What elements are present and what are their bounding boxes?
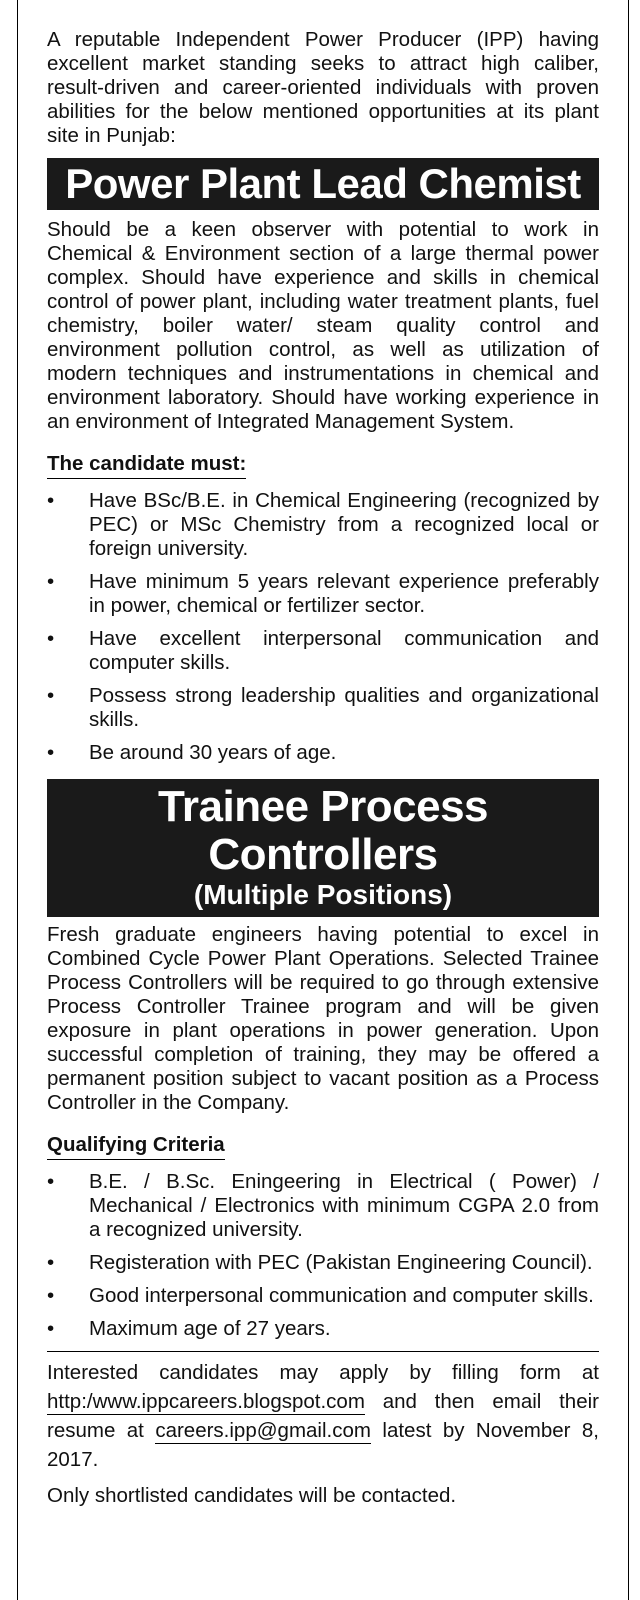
bullet: • <box>47 684 55 707</box>
bullet: • <box>47 489 55 512</box>
bullet: • <box>47 627 55 650</box>
bullet: • <box>47 1284 55 1307</box>
job2-requirements-heading: Qualifying Criteria <box>47 1133 225 1160</box>
bullet: • <box>47 1317 55 1340</box>
intro-paragraph: A reputable Independent Power Producer (IPP) having excellent market standing seeks to attract high caliber, result-driven and career-oriented individuals with proven abilities for the below mentioned opportunities at its plant site in Punjab: <box>47 28 599 147</box>
careers-url-link[interactable]: http:/www.ippcareers.blogspot.com <box>47 1390 365 1413</box>
list-item: • Be around 30 years of age. <box>47 741 337 764</box>
job1-title: Power Plant Lead Chemist <box>65 160 581 207</box>
list-item: • Have excellent interpersonal communication and computer skills. <box>47 627 599 674</box>
bullet: • <box>47 1251 55 1274</box>
job1-requirements-list <box>47 489 599 765</box>
job2-title: Trainee Process Controllers <box>157 782 489 879</box>
job2-subtitle: (Multiple Positions) <box>193 879 453 910</box>
list-item: • Registeration with PEC (Pakistan Engineering Council). <box>47 1251 593 1274</box>
bullet: • <box>47 741 55 764</box>
list-item: • Have BSc/B.E. in Chemical Engineering (recognized by PEC) or MSc Chemistry from a recognized local or foreign university. <box>47 489 599 560</box>
bullet: • <box>47 1170 55 1193</box>
bullet: • <box>47 570 55 593</box>
apply-instructions: Interested candidates may apply by filling form at http:/www.ippcareers.blogspot.com and then email their resume at careers.ipp@gmail.com latest by November 8, 2017. <box>47 1351 599 1474</box>
email-link[interactable]: careers.ipp@gmail.com <box>155 1419 371 1442</box>
list-item: • Good interpersonal communication and computer skills. <box>47 1284 594 1307</box>
list-item: • Possess strong leadership qualities and organizational skills. <box>47 684 599 731</box>
job-advertisement <box>47 28 599 1508</box>
list-item: • B.E. / B.Sc. Eningeering in Electrical ( Power) / Mechanical / Electronics with minimum CGPA 2.0 from a recognized university. <box>47 1170 599 1241</box>
job2-description: Fresh graduate engineers having potential to excel in Combined Cycle Power Plant Operations. Selected Trainee Process Controllers will be required to go through extensive Process Controller Trainee program and will be given exposure in plant operations in power generation. Upon successful completion of training, they may be offered a permanent position subject to vacant position as a Process Controller in the Company. <box>47 923 599 1114</box>
job1-description: Should be a keen observer with potential to work in Chemical & Environment section of a large thermal power complex. Should have experience and skills in chemical control of power plant, including water treatment plants, fuel chemistry, boiler water/ steam quality control and environment pollution control, as well as utilization of modern techniques and instrumentations in chemical and environment laboratory. Should have working experience in an environment of Integrated Management System. <box>47 218 599 433</box>
job2-requirements-list <box>47 1170 599 1341</box>
list-item: • Have minimum 5 years relevant experience preferably in power, chemical or fertilizer sector. <box>47 570 599 617</box>
list-item: • Maximum age of 27 years. <box>47 1317 331 1340</box>
job1-title-banner <box>47 158 599 210</box>
job2-title-banner <box>47 779 599 917</box>
shortlist-note: Only shortlisted candidates will be contacted. <box>47 1484 457 1507</box>
job1-requirements-heading: The candidate must: <box>47 452 246 479</box>
